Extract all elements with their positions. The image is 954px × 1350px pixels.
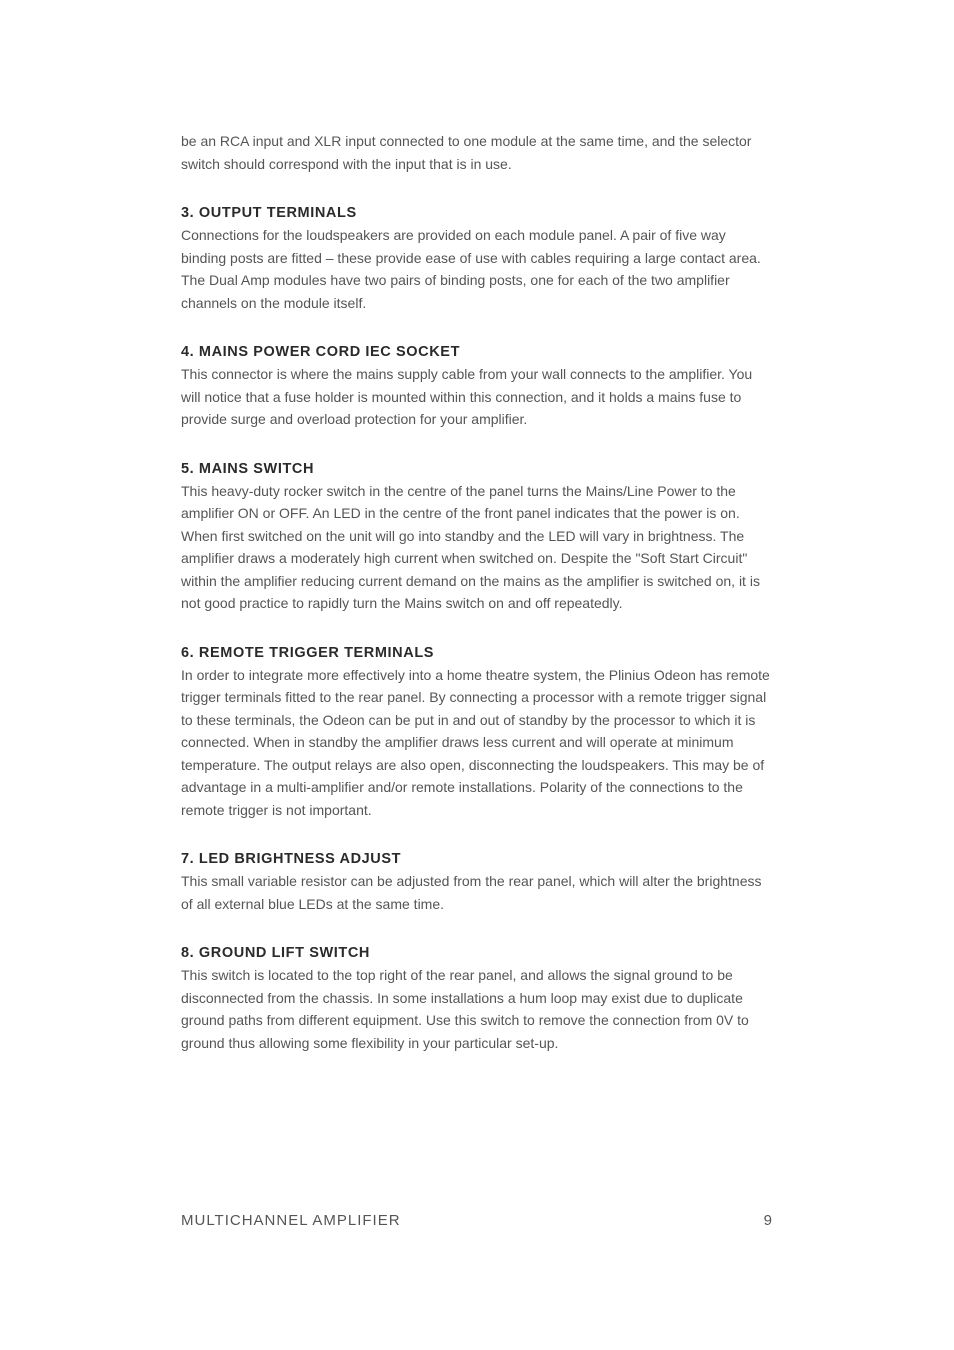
footer-title: MULTICHANNEL AMPLIFIER — [181, 1212, 401, 1229]
section-heading: 7. LED BRIGHTNESS ADJUST — [181, 851, 402, 867]
section-mains-switch — [181, 459, 773, 615]
page-number: 9 — [763, 1212, 773, 1229]
document-body — [181, 130, 773, 1054]
section-output-terminals — [181, 203, 773, 314]
section-heading: 8. GROUND LIFT SWITCH — [181, 945, 371, 961]
section-heading: 4. MAINS POWER CORD IEC SOCKET — [181, 344, 461, 360]
section-body: This small variable resistor can be adjusted from the rear panel, which will alter the brightness of all external blue LEDs at the same time. — [181, 873, 762, 912]
section-heading: 5. MAINS SWITCH — [181, 460, 315, 477]
page-footer — [181, 1212, 773, 1229]
section-heading: 3. OUTPUT TERMINALS — [181, 205, 357, 221]
section-body: In order to integrate more effectively into a home theatre system, the Plinius Odeon has remote trigger terminals fitted to the rear panel. By connecting a processor with a remote trigger signal to these terminals, the Odeon can be put in and out of standby by the processor to which it is connected. When in standby the amplifier draws less current and will operate at minimum temperature. The output relays are also open, disconnecting the loudspeakers. This may be of advantage in a multi-amplifier and/or remote installations. Polarity of the connections to the remote trigger is not important. — [181, 666, 770, 818]
section-body: This heavy-duty rocker switch in the centre of the panel turns the Mains/Line Power to the amplifier ON or OFF. An LED in the centre of the front panel indicates that the power is on. When first switched on the unit will go into standby and the LED will vary in brightness. The amplifier draws a moderately high current when switched on. Despite the "Soft Start Circuit" within the amplifier reducing current demand on the mains as the amplifier is switched on, it is not good practice to rapidly turn the Mains switch on and off repeatedly. — [181, 482, 760, 611]
section-mains-power-cord — [181, 342, 773, 431]
section-heading: 6. REMOTE TRIGGER TERMINALS — [181, 644, 435, 661]
section-ground-lift — [181, 943, 773, 1054]
intro-paragraph: be an RCA input and XLR input connected to one module at the same time, and the selector switch should correspond with the input that is in use. — [181, 133, 752, 172]
section-led-brightness — [181, 849, 773, 915]
section-body: Connections for the loudspeakers are provided on each module panel. A pair of five way binding posts are fitted – these provide ease of use with cables requiring a large contact area. The Dual Amp modules have two pairs of binding posts, one for each of the two amplifier channels on the module itself. — [181, 227, 761, 311]
section-remote-trigger — [181, 643, 773, 822]
section-body: This switch is located to the top right of the rear panel, and allows the signal ground to be disconnected from the chassis. In some installations a hum loop may exist due to duplicate ground paths from different equipment. Use this switch to remove the connection from 0V to ground thus allowing some flexibility in your particular set-up. — [181, 967, 749, 1051]
section-body: This connector is where the mains supply cable from your wall connects to the amplifier. You will notice that a fuse holder is mounted within this connection, and it holds a mains fuse to provide surge and overload protection for your amplifier. — [181, 366, 753, 427]
